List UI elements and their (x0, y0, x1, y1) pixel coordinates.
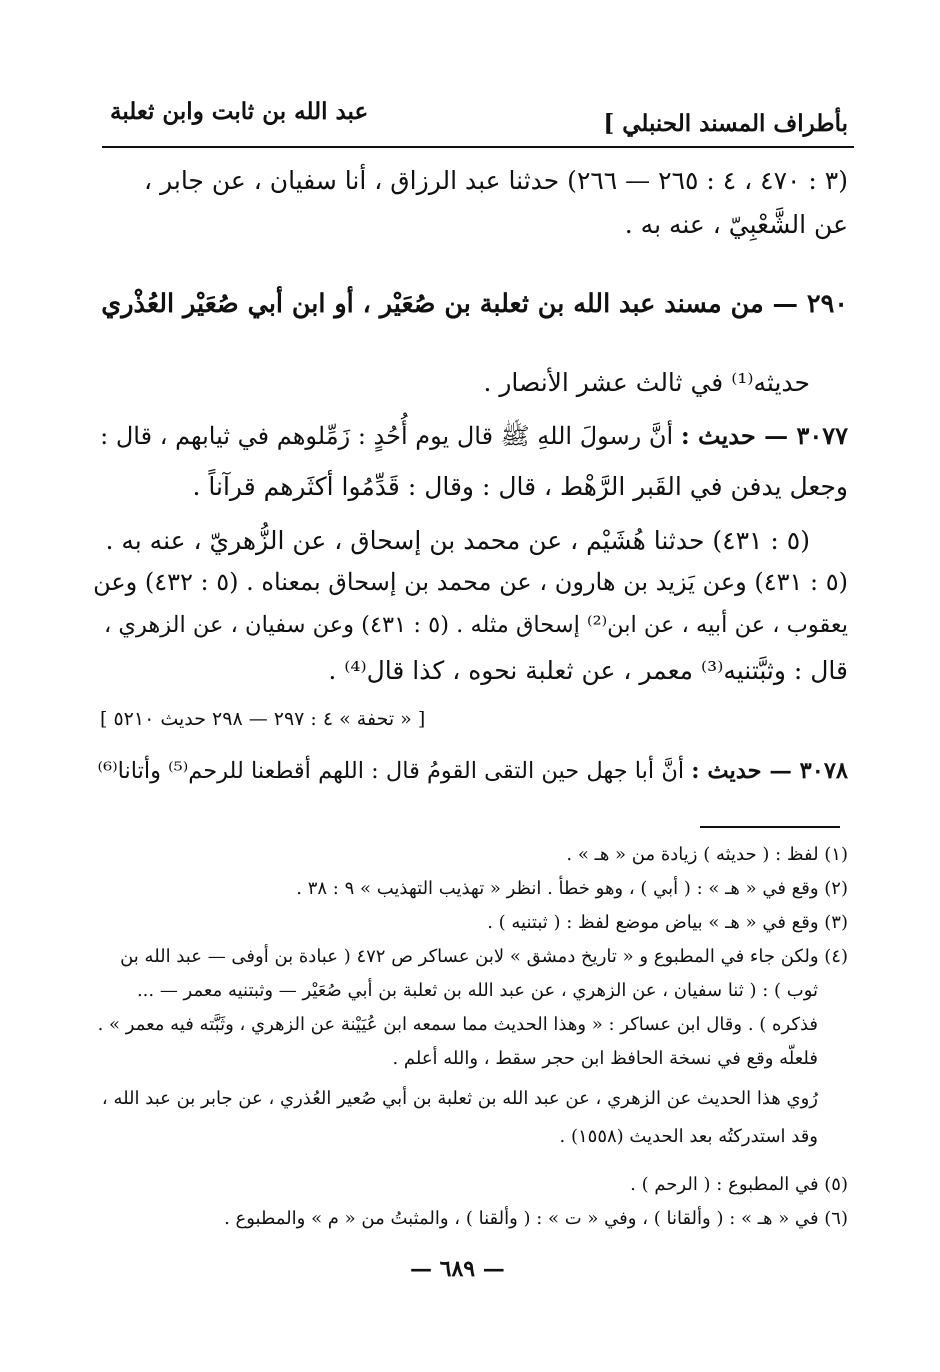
footnote-4-cont: فذكره ) . وقال ابن عساكر : « وهذا الحديث مما سمعه ابن عُيَيْنة عن الزهري ، وثَبَّته فيه معمر » . (97, 1014, 818, 1035)
text-line: حديثه⁽¹⁾ في ثالث عشر الأنصار . (483, 368, 810, 397)
tuhfa-reference: [ « تحفة » ٤ : ٢٩٧ — ٢٩٨ حديث ٥٢١٠ ] (100, 708, 426, 730)
hadith-3078-text: أنَّ أبا جهل حين التقى القومُ قال : اللهم أقطعنا للرحم⁽⁵⁾ وأتانا⁽⁶⁾ (97, 758, 685, 784)
footnote-3: (٣) وقع في « هـ » بياض موضع لفظ : ( ثبتنيه ) . (487, 912, 848, 933)
hadith-3077-line (100, 421, 848, 450)
footnote-4: (٤) ولكن جاء في المطبوع و « تاريخ دمشق » لابن عساكر ص ٤٧٢ ( عبادة بن أوفى — عبد الله بن (120, 946, 848, 967)
text-line: قال : وثبَّتنيه⁽³⁾ معمر ، عن ثعلبة نحوه ، كذا قال⁽⁴⁾ . (328, 656, 848, 685)
text-line: عن الشَّعْبِيّ ، عنه به . (624, 210, 848, 239)
running-header-left: عبد الله بن ثابت وابن ثعلبة (110, 98, 369, 125)
footnote-4-cont: وقد استدركتُه بعد الحديث (١٥٥٨) . (559, 1126, 818, 1147)
hadith-3077-label: ٣٠٧٧ — حديث : (680, 421, 848, 450)
section-title: ٢٩٠ — من مسند عبد الله بن ثعلبة بن صُعَيْر ، أو ابن أبي صُعَيْر العُذْري (101, 289, 848, 319)
hadith-3077-text: أنَّ رسولَ اللهِ ﷺ قال يوم أُحُدٍ : زَمِّلوهم في ثيابهم ، قال : (100, 422, 674, 450)
hadith-3078-label: ٣٠٧٨ — حديث : (691, 758, 848, 784)
footnote-2: (٢) وقع في « هـ » : ( أبي ) ، وهو خطأ . انظر « تهذيب التهذيب » ٩ : ٣٨ . (296, 878, 848, 899)
text-line: (٣ : ٤٧٠ ، ٤ : ٢٦٥ — ٢٦٦) حدثنا عبد الرزاق ، أنا سفيان ، عن جابر ، (144, 166, 848, 195)
footnote-4-cont: رُوي هذا الحديث عن الزهري ، عن عبد الله بن ثعلبة بن أبي صُعير العُذري ، عن جابر بن عبد الله ، (101, 1088, 818, 1109)
hadith-3078-line (98, 760, 848, 783)
text-line: (٥ : ٤٣١) حدثنا هُشَيْم ، عن محمد بن إسحاق ، عن الزُّهريّ ، عنه به . (105, 526, 810, 555)
text-line: وجعل يدفن في القَبر الرَّهْط ، قال : وقال : قَدِّمُوا أكثَرهم قرآناً . (192, 472, 848, 501)
text-line: يعقوب ، عن أبيه ، عن ابن⁽²⁾ إسحاق مثله . (٥ : ٤٣١) وعن سفيان ، عن الزهري ، (103, 612, 848, 638)
footnote-1: (١) لفظ : ( حديثه ) زيادة من « هـ » . (566, 844, 848, 865)
running-header-right: بأطراف المسند الحنبلي ] (603, 110, 848, 137)
footnote-rule (700, 826, 840, 828)
page-number: — ٦٨٩ — (410, 1256, 505, 1282)
footnote-5: (٥) في المطبوع : ( الرحم ) . (630, 1174, 848, 1195)
footnote-4-cont: ثوب ) : ( ثنا سفيان ، عن الزهري ، عن عبد الله بن ثعلبة بن أبي صُعَيْر — وثبتنيه معمر — ... (136, 980, 818, 1001)
footnote-4-cont: فلعلّه وقع في نسخة الحافظ ابن حجر سقط ، والله أعلم . (392, 1048, 818, 1069)
header-rule (102, 146, 854, 148)
footnote-6: (٦) في « هـ » : ( وألقانا ) ، وفي « ت » : ( وألقنا ) ، والمثبتُ من « م » والمطبوع . (224, 1208, 848, 1229)
text-line: (٥ : ٤٣١) وعن يَزيد بن هارون ، عن محمد بن إسحاق بمعناه . (٥ : ٤٣٢) وعن (93, 568, 848, 596)
